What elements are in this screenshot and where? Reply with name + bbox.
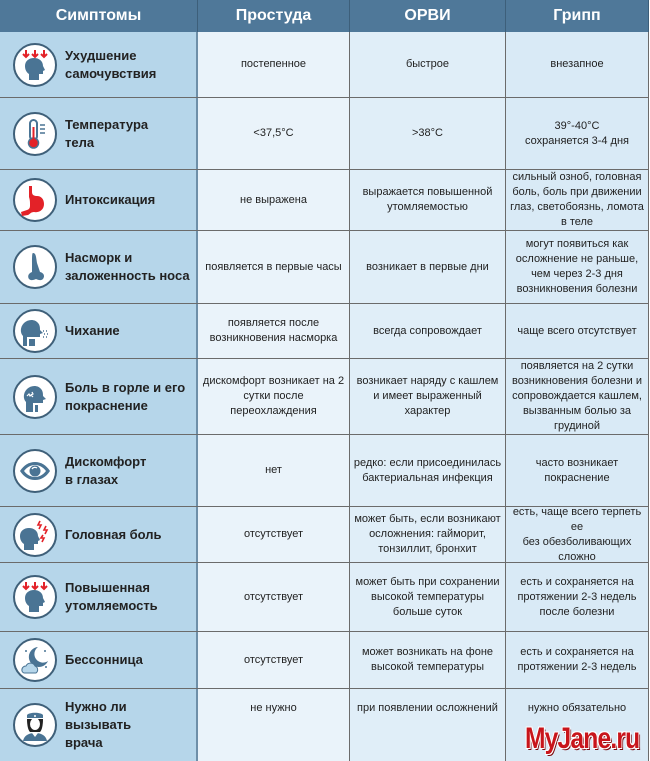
table-row — [0, 632, 649, 689]
flu-cell: появляется на 2 сутки возникновения болезни и сопровождается кашлем, вызванным болью за грудиной — [506, 359, 649, 434]
flu-cell: 39°-40°C сохраняется 3-4 дня — [506, 98, 649, 169]
eye-icon — [13, 449, 57, 493]
flu-cell: есть, чаще всего терпеть ее без обезболивающих сложно — [506, 507, 649, 562]
orvi-cell: выражается повышенной утомляемостью — [350, 170, 506, 230]
flu-cell: нужно обязательно — [506, 689, 649, 761]
table-row — [0, 170, 649, 231]
flu-cell: часто возникает покраснение — [506, 435, 649, 506]
table-row — [0, 231, 649, 304]
headache-icon — [13, 513, 57, 557]
cold-cell: не выражена — [198, 170, 350, 230]
header-symptoms: Симптомы — [0, 0, 198, 32]
moon-cloud-icon — [13, 638, 57, 682]
orvi-cell: может быть, если возникают осложнения: гайморит, тонзиллит, бронхит — [350, 507, 506, 562]
symptom-label: Интоксикация — [65, 192, 156, 207]
flu-cell: есть и сохраняется на протяжении 2-3 недель после болезни — [506, 563, 649, 631]
flu-cell: чаще всего отсутствует — [506, 304, 649, 358]
symptom-label: Нужно ли вызывать врача — [65, 699, 132, 750]
table-row — [0, 563, 649, 632]
header-flu: Грипп — [506, 0, 649, 32]
symptom-label: Ухудшение самочувствия — [65, 47, 157, 81]
nurse-icon — [13, 703, 57, 747]
symptom-label: Температура тела — [65, 116, 149, 150]
orvi-cell: может быть при сохранении высокой температуры больше суток — [350, 563, 506, 631]
thermometer-icon — [13, 112, 57, 156]
flu-cell: могут появиться как осложнение не раньше, чем через 2-3 дня возникновения болезни — [506, 231, 649, 303]
flu-cell: сильный озноб, головная боль, боль при движении глаз, светобоязнь, ломота в теле — [506, 170, 649, 230]
symptom-cell — [0, 304, 198, 358]
symptom-cell — [0, 359, 198, 434]
cold-cell: появляется после возникновения насморка — [198, 304, 350, 358]
table-row — [0, 359, 649, 435]
symptom-cell — [0, 32, 198, 97]
orvi-cell: всегда сопровождает — [350, 304, 506, 358]
sore-throat-icon — [13, 375, 57, 419]
flu-cell: есть и сохраняется на протяжении 2-3 недель — [506, 632, 649, 688]
table-row — [0, 304, 649, 359]
orvi-cell: может возникать на фоне высокой температуры — [350, 632, 506, 688]
symptom-label: Головная боль — [65, 526, 162, 542]
orvi-cell: возникает в первые дни — [350, 231, 506, 303]
symptom-cell — [0, 563, 198, 631]
stomach-icon — [13, 178, 57, 222]
symptom-label: Дискомфорт в глазах — [65, 453, 147, 487]
table-row — [0, 32, 649, 98]
header-orvi: ОРВИ — [350, 0, 506, 32]
flu-cell: внезапное — [506, 32, 649, 97]
table-row — [0, 98, 649, 170]
cold-cell: появляется в первые часы — [198, 231, 350, 303]
header-cold: Простуда — [198, 0, 350, 32]
orvi-cell: >38°C — [350, 98, 506, 169]
orvi-cell: при появлении осложнений — [350, 689, 506, 761]
cold-cell: отсутствует — [198, 632, 350, 688]
cold-cell: <37,5°C — [198, 98, 350, 169]
symptom-label: Насморк и заложенность носа — [65, 250, 190, 283]
cold-cell: дискомфорт возникает на 2 сутки после переохлаждения — [198, 359, 350, 434]
orvi-cell: возникает наряду с кашлем и имеет выраженный характер — [350, 359, 506, 434]
fatigue-icon — [13, 575, 57, 619]
table-row — [0, 435, 649, 507]
symptom-cell — [0, 98, 198, 169]
symptom-cell — [0, 170, 198, 230]
symptom-label: Чихание — [65, 323, 120, 338]
nose-icon — [13, 245, 57, 289]
orvi-cell: редко: если присоединилась бактериальная инфекция — [350, 435, 506, 506]
orvi-cell: быстрое — [350, 32, 506, 97]
cold-cell: не нужно — [198, 689, 350, 761]
symptom-cell — [0, 435, 198, 506]
cold-cell: отсутствует — [198, 563, 350, 631]
table-row — [0, 507, 649, 563]
symptom-cell — [0, 507, 198, 562]
sneeze-icon — [13, 309, 57, 353]
symptom-cell — [0, 231, 198, 303]
cold-cell: отсутствует — [198, 507, 350, 562]
head-arrows-down-icon — [13, 43, 57, 87]
symptom-label: Боль в горле и его покраснение — [65, 379, 186, 413]
cold-cell: нет — [198, 435, 350, 506]
symptom-cell — [0, 689, 198, 761]
watermark-logo: MyJane.ru — [525, 722, 640, 755]
symptom-label: Бессонница — [65, 652, 143, 667]
symptom-cell — [0, 632, 198, 688]
cold-cell: постепенное — [198, 32, 350, 97]
symptom-label: Повышенная утомляемость — [65, 580, 158, 613]
